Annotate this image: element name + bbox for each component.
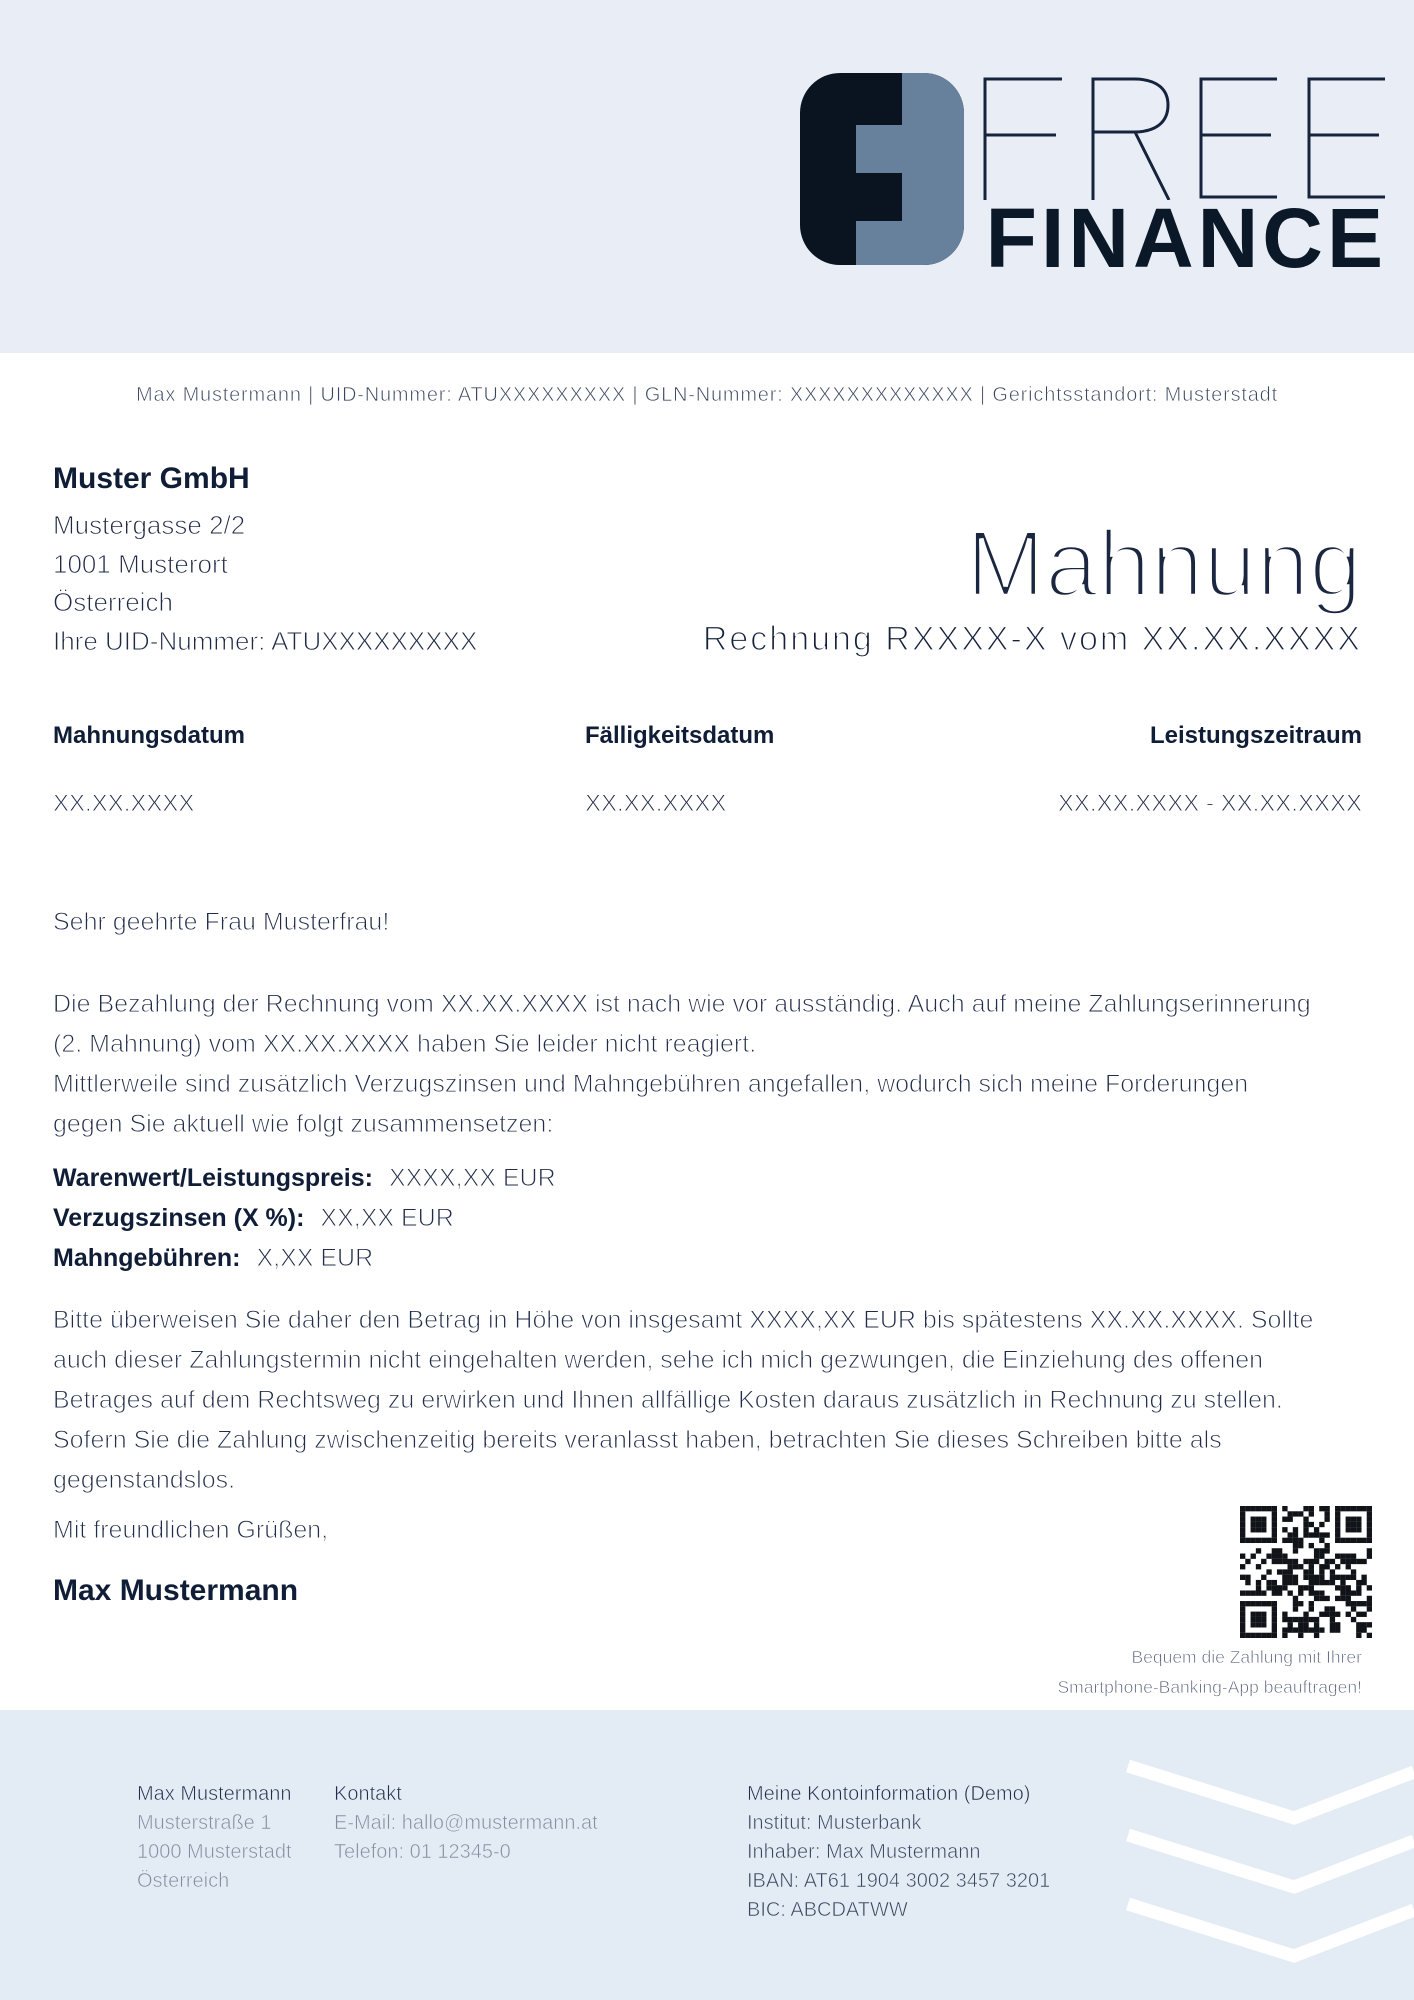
footer-bank-column bbox=[747, 1780, 1050, 1925]
footer-contact-column bbox=[334, 1780, 598, 1867]
footer-address-column bbox=[137, 1780, 292, 1896]
amount-row-verzugszinsen bbox=[53, 1198, 556, 1238]
footer-contact-heading: Kontakt bbox=[334, 1783, 402, 1805]
document-title: Mahnung bbox=[965, 511, 1362, 617]
footer-address-name: Max Mustermann bbox=[137, 1783, 292, 1805]
paragraph-1-line: (2. Mahnung) vom XX.XX.XXXX haben Sie leider nicht reagiert. bbox=[53, 1030, 757, 1058]
signature-name: Max Mustermann bbox=[53, 1574, 299, 1607]
paragraph-1-line: Mittlerweile sind zusätzlich Verzugszinsen und Mahngebühren angefallen, wodurch sich meine Forderungen bbox=[53, 1070, 1249, 1098]
amounts-block bbox=[53, 1158, 556, 1278]
paragraph-1-line: Die Bezahlung der Rechnung vom XX.XX.XXXX ist nach wie vor ausständig. Auch auf meine Zahlungserinnerung bbox=[53, 990, 1311, 1018]
amount-label: Verzugszinsen (X %): bbox=[53, 1204, 305, 1232]
recipient-country: Österreich bbox=[53, 587, 173, 617]
qr-caption bbox=[1057, 1642, 1362, 1702]
recipient-block bbox=[53, 462, 477, 660]
amount-value: X,XX EUR bbox=[256, 1244, 374, 1272]
footer-bank-heading: Meine Kontoinformation (Demo) bbox=[747, 1783, 1031, 1805]
meta-label-mahnungsdatum: Mahnungsdatum bbox=[53, 722, 245, 749]
paragraph-1 bbox=[53, 984, 1311, 1144]
footer-bank-inhaber: Inhaber: Max Mustermann bbox=[747, 1841, 981, 1863]
footer-address-city: 1000 Musterstadt bbox=[137, 1841, 292, 1863]
recipient-street: Mustergasse 2/2 bbox=[53, 510, 246, 540]
footer-address-street: Musterstraße 1 bbox=[137, 1812, 272, 1834]
amount-value: XX,XX EUR bbox=[320, 1204, 454, 1232]
footer-band bbox=[0, 1710, 1414, 2000]
meta-value-faelligkeitsdatum: XX.XX.XXXX bbox=[585, 790, 727, 817]
paragraph-2-line: Sofern Sie die Zahlung zwischenzeitig bereits veranlasst haben, betrachten Sie dieses Schreiben bitte als bbox=[53, 1426, 1222, 1454]
recipient-uid: Ihre UID-Nummer: ATUXXXXXXXXX bbox=[53, 625, 478, 656]
paragraph-2-line: Betrages auf dem Rechtsweg zu erwirken und Ihnen allfällige Kosten daraus zusätzlich in Rechnung zu stellen. bbox=[53, 1386, 1283, 1414]
logo-finance-wordmark: FINANCE bbox=[985, 191, 1387, 285]
meta-label-leistungszeitraum: Leistungszeitraum bbox=[1149, 722, 1362, 749]
salutation: Sehr geehrte Frau Musterfrau! bbox=[53, 908, 390, 936]
footer-address-country: Österreich bbox=[137, 1870, 230, 1892]
qr-caption-line-2: Smartphone-Banking-App beauftragen! bbox=[1057, 1677, 1362, 1697]
meta-value-leistungszeitraum: XX.XX.XXXX - XX.XX.XXXX bbox=[1057, 790, 1362, 817]
qr-code bbox=[1240, 1506, 1372, 1638]
closing-line: Mit freundlichen Grüßen, bbox=[53, 1516, 329, 1544]
paragraph-1-line: gegen Sie aktuell wie folgt zusammensetzen: bbox=[53, 1110, 554, 1138]
meta-label-faelligkeitsdatum: Fälligkeitsdatum bbox=[585, 722, 775, 749]
header-band bbox=[0, 0, 1414, 353]
footer-contact-email: E-Mail: hallo@mustermann.at bbox=[334, 1812, 598, 1834]
footer-bank-iban: IBAN: AT61 1904 3002 3457 3201 bbox=[747, 1870, 1051, 1892]
document-subtitle: Rechnung RXXXX-X vom XX.XX.XXXX bbox=[702, 620, 1362, 658]
recipient-company: Muster GmbH bbox=[53, 462, 250, 495]
meta-value-mahnungsdatum: XX.XX.XXXX bbox=[53, 790, 195, 817]
amount-row-warenwert bbox=[53, 1158, 556, 1198]
qr-caption-line-1: Bequem die Zahlung mit Ihrer bbox=[1131, 1647, 1362, 1667]
chevron-down-icons bbox=[1122, 1758, 1414, 1970]
paragraph-2-line: gegenstandslos. bbox=[53, 1466, 236, 1494]
paragraph-2-line: auch dieser Zahlungstermin nicht eingehalten werden, sehe ich mich gezwungen, die Einziehung des offenen bbox=[53, 1346, 1264, 1374]
paragraph-2 bbox=[53, 1300, 1313, 1500]
paragraph-2-line: Bitte überweisen Sie daher den Betrag in Höhe von insgesamt XXXX,XX EUR bis spätestens XX.XX.XXXX. Sollte bbox=[53, 1306, 1314, 1334]
footer-bank-institut: Institut: Musterbank bbox=[747, 1812, 922, 1834]
amount-value: XXXX,XX EUR bbox=[388, 1164, 556, 1192]
footer-contact-phone: Telefon: 01 12345-0 bbox=[334, 1841, 511, 1863]
logo-free-wordmark bbox=[982, 76, 1386, 200]
footer-bank-bic: BIC: ABCDATWW bbox=[747, 1899, 908, 1921]
amount-label: Warenwert/Leistungspreis: bbox=[53, 1164, 373, 1192]
recipient-city: 1001 Musterort bbox=[53, 548, 228, 579]
amount-row-mahngebuehren bbox=[53, 1238, 556, 1278]
amount-label: Mahngebühren: bbox=[53, 1244, 241, 1272]
sender-info-line: Max Mustermann | UID-Nummer: ATUXXXXXXXXX | GLN-Nummer: XXXXXXXXXXXXX | Gerichtsstandort: Musterstadt bbox=[136, 384, 1278, 406]
